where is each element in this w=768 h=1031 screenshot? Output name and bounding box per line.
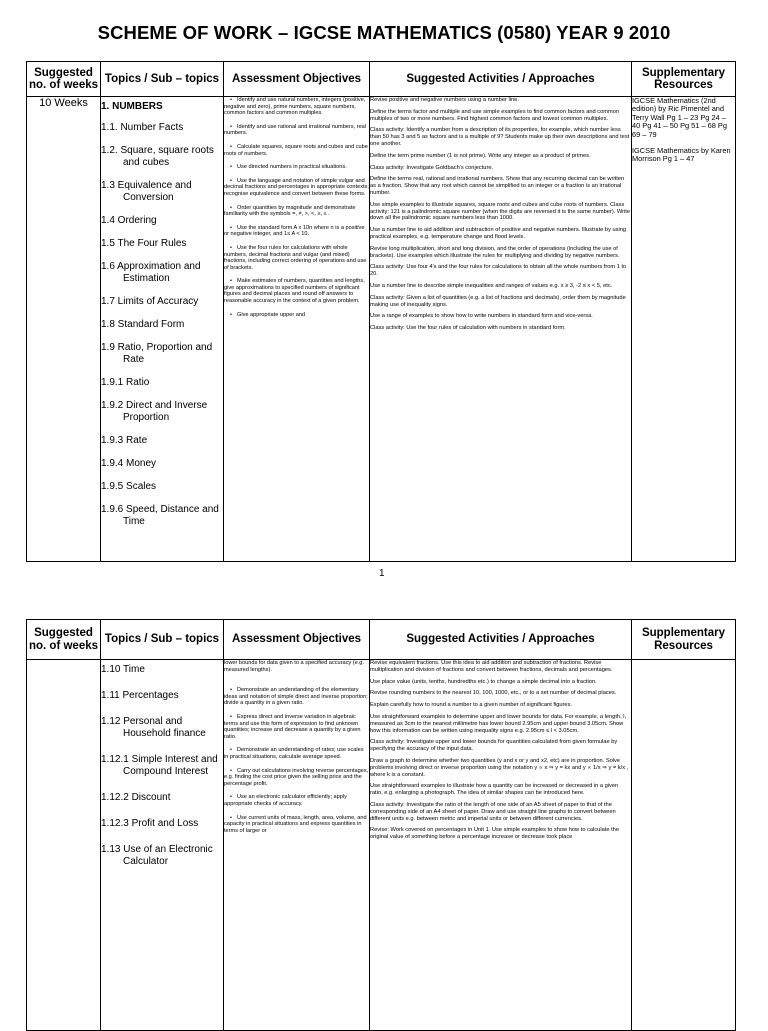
resources-cell [632, 97, 736, 562]
objective-item: • Make estimates of numbers, quantities and lengths, give approximations to specified numbers of significant figures and decimal places and round off answers to reasonable accuracy in the context of a given problem. [224, 278, 369, 304]
topic-item: 1.12.3 Profit and Loss [101, 818, 199, 829]
objective-item: • Identify and use rational and irrational numbers, real numbers. [224, 124, 369, 137]
topic-item: 1.9.6 Speed, Distance and Time [101, 504, 219, 527]
activity-paragraph: Revise: Work covered on percentages in Unit 1. Use simple examples to show how to calculate the original value of something before a percentage increase or decrease took place [370, 827, 620, 841]
topic-item: 1.10 Time [101, 664, 145, 675]
topic-item: 1.2. Square, square roots and cubes [101, 145, 214, 168]
activity-paragraph: Explain carefully how to round a number to a given number of significant figures. [370, 702, 573, 709]
activity-paragraph: Define the terms real, rational and irrational numbers. Show that any recurring decimal can be written as a fraction. Show that any root which cannot be simplified to an integer or a fraction is an irrational number. [370, 176, 625, 196]
topic-item: 1.3 Equivalence and Conversion [101, 180, 192, 203]
objective-item: • Demonstrate an understanding of the elementary ideas and notation of simple direct and inverse proportion; divide a quantity in a given ratio. [224, 687, 369, 707]
topic-item: 1.13 Use of an Electronic Calculator [101, 844, 213, 867]
topic-item: 1.11 Percentages [101, 690, 179, 701]
activity-paragraph: Revise positive and negative numbers using a number line. [370, 97, 519, 103]
activity-paragraph: Use a number line to aid addition and subtraction of positive and negative numbers. Illustrate by using practical examples, e.g. temperature change and flood levels. [370, 227, 627, 240]
activity-paragraph: Define the terms factor and multiple and use simple examples to find common factors and common multiples of two or more numbers. Find highest common factors and lowest common multiples. [370, 108, 620, 122]
activity-paragraph: Use simple examples to illustrate squares, square roots and cubes and cube roots of numbers. Class activity: 121 is a palindromic square number (when the digits are reversed it is the same number). Write down all the palindromic square numbers less than 1000. [370, 201, 631, 222]
objective-item: • Use the language and notation of simple vulgar and decimal fractions and percentages in appropriate contexts; recognise equivalence and convert between these forms. [224, 178, 369, 198]
topic-item: 1.12 Personal and Household finance [101, 716, 206, 739]
activity-paragraph: Class activity: Identify a number from a description of its properties, for example, which number less than 50 has 3 and 5 as factors and is a multiple of 9? Students make up their own descriptions and test one another. [370, 127, 630, 147]
page-number: 1 [379, 568, 385, 579]
resources-cell [632, 660, 736, 1031]
objective-item: • Use an electronic calculator efficiently; apply appropriate checks of accuracy. [224, 794, 369, 807]
activity-paragraph: Class activity: Investigate Goldbach's conjecture. [370, 164, 494, 171]
topics-cell [101, 660, 224, 1031]
header-objectives: Assessment Objectives [224, 62, 370, 97]
document-title: SCHEME OF WORK – IGCSE MATHEMATICS (0580) YEAR 9 2010 [97, 22, 671, 43]
objective-item: • Give appropriate upper and [224, 312, 369, 319]
objective-item: • Use the standard form A x 10n where n is a positive or negative integer, and 1≤ A < 10. [224, 225, 369, 238]
topic-item: 1.9.1 Ratio [101, 377, 150, 388]
activities-cell [370, 660, 632, 1031]
activities-cell [370, 97, 632, 562]
activity-paragraph: Draw a graph to determine whether two quantities (y and x or y and x2, etc) are in proportion. Solve problems involving direct or inverse proportion using the notation y ∝ x ⇒ y = kx and y ∝ 1/x ⇒ y = k/x , where k is a constant. [370, 757, 629, 778]
activity-paragraph: Revise equivalent fractions. Use this idea to aid addition and subtraction of fractions. Revise multiplication and division of fractions and convert between fractions, decimals and percentages. [370, 660, 613, 673]
topic-item: 1.7 Limits of Accuracy [101, 296, 199, 307]
header-weeks: Suggested no. of weeks [27, 62, 101, 97]
activity-paragraph: Class activity: Investigate upper and lower bounds for quantities calculated from given formulae by specifying the accuracy of the input data. [370, 739, 618, 753]
topic-item: 1.1. Number Facts [101, 122, 184, 133]
table-header-row [27, 62, 736, 97]
objective-continued: lower bounds for data given to a specified accuracy (e.g. measured lengths). [224, 660, 364, 673]
activity-paragraph: Revise long multiplication, short and long division, and the order of operations (including the use of brackets). Use examples which illustrate the rules for multiplying and dividing by negative numbers. [370, 245, 620, 259]
resource-entry: IGCSE Mathematics (2nd edition) by Ric Pimentel and Terry Wall Pg 1 – 23 Pg 24 – 40 Pg 41 – 50 Pg 51 – 68 Pg 69 – 79 [632, 96, 727, 139]
scheme-table-page-2 [26, 619, 736, 1031]
activity-paragraph: Use a number line to describe simple inequalities and ranges of values e.g. x ≥ 3, -2 ≤ x < 5, etc. [370, 282, 613, 289]
resource-entry: IGCSE Mathematics by Karen Morrison Pg 1 – 47 [632, 146, 731, 164]
objective-item: • Carry out calculations involving reverse percentages, e.g. finding the cost price given the selling price and the percentage profit. [224, 768, 369, 788]
objective-item: • Use the four rules for calculations with whole numbers, decimal fractions and vulgar (and mixed) fractions, including correct ordering of operations and use of brackets. [224, 245, 369, 271]
topic-item: 1.9.2 Direct and Inverse Proportion [101, 400, 208, 423]
activity-paragraph: Revise rounding numbers to the nearest 10, 100, 1000, etc., or to a set number of decimal places. [370, 690, 617, 697]
activity-paragraph: Use a range of examples to show how to write numbers in standard form and vice-versa. [370, 313, 593, 320]
table-row [27, 97, 736, 562]
activity-paragraph: Use place value (units, tenths, hundredths etc.) to change a simple decimal into a fraction. [370, 678, 597, 685]
topic-item: 1.9.5 Scales [101, 481, 157, 492]
header-topics: Topics / Sub – topics [101, 620, 224, 660]
objectives-cell [224, 97, 370, 562]
activity-paragraph: Use straightforward examples to determine upper and lower bounds for data. For example, a length, l, measured as 3cm to the nearest millimetre has lower bound 2.95cm and upper bound 3.05cm. Show how this information can be written using inequality signs e.g. 2.95cm ≤ l < 3.05cm. [370, 713, 627, 734]
objective-item: • Express direct and inverse variation in algebraic terms and use this form of expression to find unknown quantities; increase and decrease a quantity by a given ratio. [224, 714, 369, 740]
topic-item: 1.4 Ordering [101, 215, 157, 226]
header-objectives: Assessment Objectives [224, 620, 370, 660]
table-row [27, 660, 736, 1031]
topic-item: 1.9.3 Rate [101, 435, 148, 446]
weeks-cell [27, 660, 101, 1031]
topic-item: 1.12.1 Simple Interest and Compound Interest [101, 754, 218, 777]
topic-item: 1.5 The Four Rules [101, 238, 187, 249]
objective-item: • Order quantities by magnitude and demonstrate familiarity with the symbols =, ≠, >, <, ≥, ≤ . [224, 205, 369, 218]
header-topics: Topics / Sub – topics [101, 62, 224, 97]
topic-item: 1.6 Approximation and Estimation [101, 261, 201, 284]
objective-item: • Use current units of mass, length, area, volume, and capacity in practical situations and express quantities in terms of larger or [224, 815, 369, 835]
activity-paragraph: Class activity: Given a list of quantities (e.g. a list of fractions and decimals), order them by magnitude making use of inequality signs. [370, 294, 626, 308]
header-weeks: Suggested no. of weeks [27, 620, 101, 660]
objectives-cell [224, 660, 370, 1031]
objective-item: • Identify and use natural numbers, integers (positive, negative and zero), prime numbers, square numbers, common factors and common multiples. [224, 97, 369, 117]
topic-item: 1.12.2 Discount [101, 792, 171, 803]
activity-paragraph: Define the term prime number (1 is not prime). Write any integer as a product of primes. [370, 152, 591, 159]
activity-paragraph: Class activity: Investigate the ratio of the length of one side of an A5 sheet of paper to that of the corresponding side of an A4 sheet of paper. Draw and use straight line graphs to convert between different units e.g. between metric and imperial units or between different currencies. [370, 801, 616, 822]
objective-item: • Demonstrate an understanding of rates; use scales in practical situations, calculate average speed. [224, 747, 369, 760]
activity-paragraph: Use straightforward examples to illustrate how a quantity can be increased or decreased in a given ratio, e.g. enlarging a photograph. The idea of similar shapes can be introduced here. [370, 783, 619, 797]
topic-item: 1.9.4 Money [101, 458, 157, 469]
objective-item: • Use directed numbers in practical situations. [224, 164, 369, 171]
header-activities: Suggested Activities / Approaches [370, 62, 632, 97]
topics-cell [101, 97, 224, 562]
topic-heading: 1. NUMBERS [101, 101, 163, 112]
header-resources: Supplementary Resources [632, 620, 736, 660]
header-activities: Suggested Activities / Approaches [370, 620, 632, 660]
topic-item: 1.8 Standard Form [101, 319, 185, 330]
activity-paragraph: Class activity: Use the four rules of calculation with numbers in standard form. [370, 325, 566, 332]
header-resources: Supplementary Resources [632, 62, 736, 97]
objective-item: • Calculate squares, square roots and cubes and cube roots of numbers. [224, 144, 369, 157]
scheme-table-page-1 [26, 61, 736, 562]
weeks-cell: 10 Weeks [27, 97, 101, 562]
table-header-row [27, 620, 736, 660]
topic-item: 1.9 Ratio, Proportion and Rate [101, 342, 213, 365]
activity-paragraph: Class activity: Use four 4's and the four rules for calculations to obtain all the whole numbers from 1 to 20. [370, 264, 627, 278]
